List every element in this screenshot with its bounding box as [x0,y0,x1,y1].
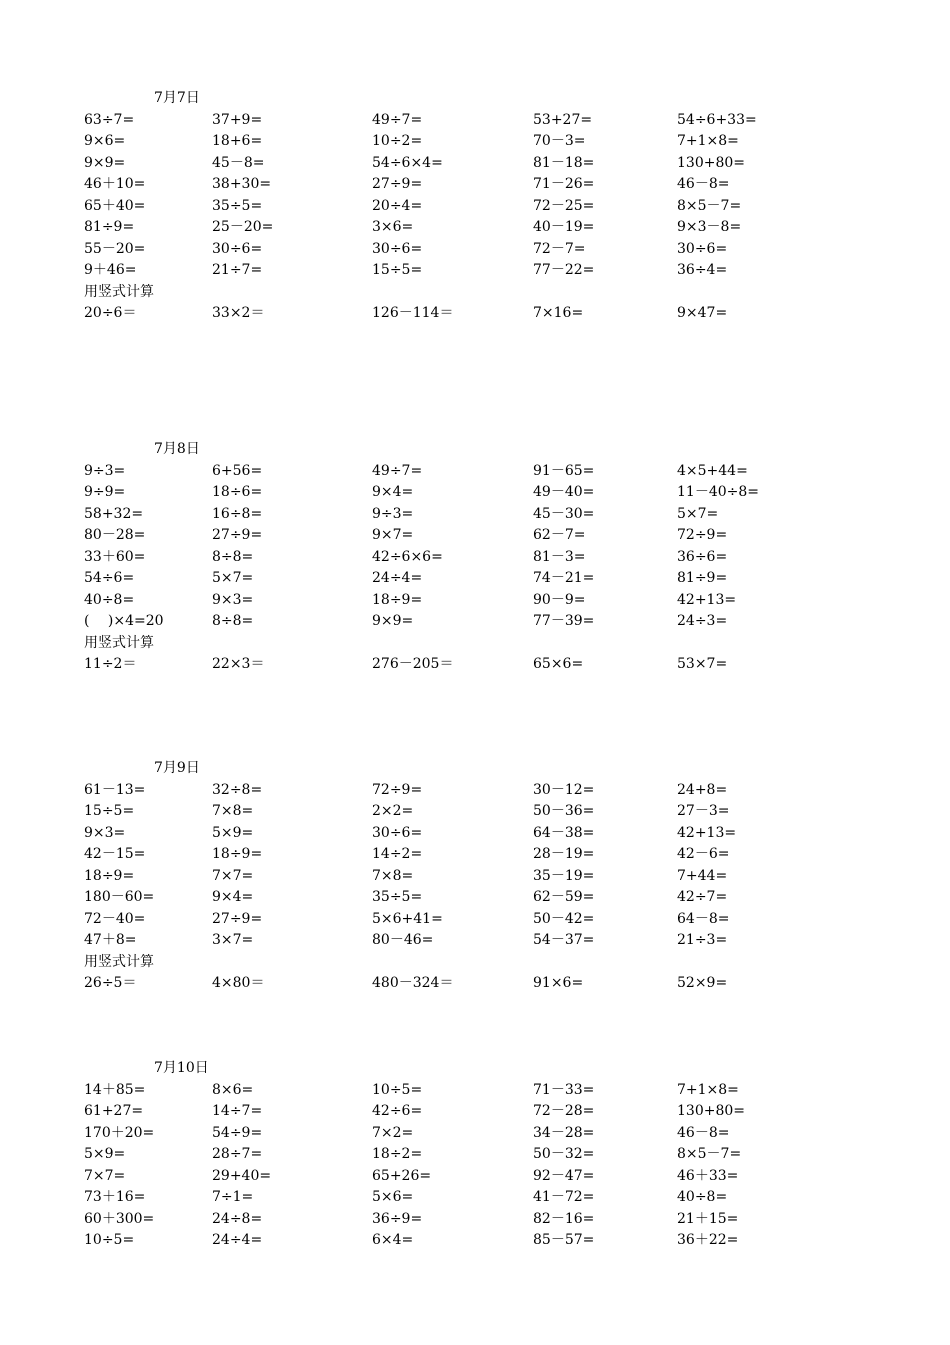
problem: 36÷4= [677,262,728,278]
problem: 9×4= [212,889,254,905]
problem: 4×5+44= [677,462,748,479]
problem: 7+1×8= [677,1081,739,1098]
problem: 18÷9= [84,867,135,884]
day-section-jul-7 [0,88,950,325]
problem: 5×6= [372,1189,414,1205]
problem-row [0,801,950,823]
vertical-problem: 65×6= [533,656,584,672]
problem: 72÷9= [677,527,728,543]
date-row [0,88,950,110]
problem: 170＋20= [84,1124,155,1141]
problem: 72－40= [84,910,146,927]
day-section-jul-10 [0,1058,950,1252]
problem: 85－57= [533,1232,595,1248]
problem: 14÷2= [372,846,423,862]
vertical-problem: 53×7= [677,656,728,672]
problem: 36÷9= [372,1210,423,1227]
problem-row [0,239,950,261]
problem: 82－16= [533,1210,595,1227]
vertical-calc-label-row [0,282,950,304]
problem-row [0,1080,950,1102]
problem: 80－28= [84,527,146,543]
problem: 3×6= [372,219,414,235]
problem: ( )×4=20 [84,613,164,629]
problem: 65+26= [372,1167,432,1184]
problem-row [0,504,950,526]
problem: 15÷5= [372,262,423,278]
problem: 14＋85= [84,1081,146,1098]
problem: 21÷7= [212,262,263,278]
problem: 5×9= [84,1146,126,1162]
problem: 9×9= [372,613,414,629]
problem: 42+13= [677,824,737,841]
problem: 34－28= [533,1124,595,1141]
problem-row [0,110,950,132]
problem: 62－59= [533,889,595,905]
problem: 81－3= [533,548,586,565]
vertical-calc-label-row [0,633,950,655]
problem: 61+27= [84,1103,144,1119]
problem: 42+13= [677,591,737,608]
date-row [0,758,950,780]
vertical-calc-label: 用竖式计算 [84,953,154,970]
problem: 7÷1= [212,1189,254,1205]
problem: 54÷6×4= [372,154,443,171]
vertical-problem: 33×2＝ [212,305,265,321]
problem: 7+1×8= [677,133,739,149]
problem: 9×3= [212,591,254,608]
problem: 8÷8= [212,548,254,565]
problem: 8÷8= [212,613,254,629]
problem: 81÷9= [84,219,135,235]
problem: 70－3= [533,133,586,149]
problem: 40÷8= [677,1189,728,1205]
problem: 46＋10= [84,176,146,192]
problem: 7×7= [212,867,254,884]
problem-row [0,823,950,845]
problem: 42÷7= [677,889,728,905]
vertical-problem: 9×47= [677,305,728,321]
problem: 27－3= [677,803,730,819]
problem: 10÷5= [372,1081,423,1098]
problem-row [0,547,950,569]
problem: 91－65= [533,462,595,479]
problem: 8×5－7= [677,1146,742,1162]
problem: 54－37= [533,932,595,948]
problem: 53+27= [533,111,593,128]
problem: 54÷6= [84,570,135,586]
day-section-jul-8 [0,439,950,676]
vertical-problem: 91×6= [533,975,584,991]
problem: 18÷9= [372,591,423,608]
problem: 9×3－8= [677,219,742,235]
problem: 42－6= [677,846,730,862]
problem: 60＋300= [84,1210,155,1227]
date-row [0,1058,950,1080]
problem: 7×8= [212,803,254,819]
problem: 28÷7= [212,1146,263,1162]
problem: 7+44= [677,867,728,884]
problem: 77－22= [533,262,595,278]
problem: 42÷6= [372,1103,423,1119]
problem-row [0,196,950,218]
problem: 35÷5= [372,889,423,905]
problem: 30÷6= [372,824,423,841]
problem: 65＋40= [84,197,146,214]
vertical-problem: 7×16= [533,305,584,321]
problem: 72－7= [533,240,586,257]
problem-row [0,1123,950,1145]
problem: 72－28= [533,1103,595,1119]
problem: 10÷5= [84,1232,135,1248]
problem: 74－21= [533,570,595,586]
problem: 58+32= [84,505,144,522]
problem: 180－60= [84,889,155,905]
vertical-problem: 52×9= [677,975,728,991]
problem-row [0,568,950,590]
problem: 92－47= [533,1167,595,1184]
problem: 9×6= [84,133,126,149]
problem: 5×7= [212,570,254,586]
problem: 61－13= [84,781,146,798]
problem-row [0,866,950,888]
problem: 64－8= [677,910,730,927]
problem-row [0,131,950,153]
problem: 11－40÷8= [677,484,759,500]
problem: 24÷4= [372,570,423,586]
problem: 16÷8= [212,505,263,522]
problem: 130+80= [677,154,745,171]
problem: 71－26= [533,176,595,192]
problem: 5×7= [677,505,719,522]
problem: 54÷9= [212,1124,263,1141]
date-heading: 7月7日 [154,90,200,106]
problem-row [0,611,950,633]
problem: 7×2= [372,1124,414,1141]
problem: 5×9= [212,824,254,841]
problem: 7×7= [84,1167,126,1184]
problem: 7×8= [372,867,414,884]
problem: 36＋22= [677,1232,739,1248]
problem: 50－36= [533,803,595,819]
vertical-problem: 20÷6＝ [84,305,137,321]
problem: 40÷8= [84,591,135,608]
vertical-problem: 4×80＝ [212,975,265,991]
problem: 35－19= [533,867,595,884]
problem: 37+9= [212,111,263,128]
problem: 9＋46= [84,262,137,278]
problem: 6+56= [212,462,263,479]
problem: 49÷7= [372,111,423,128]
problem-row [0,844,950,866]
problem: 50－42= [533,910,595,927]
date-row [0,439,950,461]
problem: 27÷9= [212,527,263,543]
problem: 18÷2= [372,1146,423,1162]
problem: 46－8= [677,1124,730,1141]
problem: 36÷6= [677,548,728,565]
problem-row [0,461,950,483]
vertical-calc-row [0,303,950,325]
problem: 33＋60= [84,548,146,565]
problem: 55－20= [84,240,146,257]
vertical-calc-row [0,654,950,676]
vertical-problem: 276－205＝ [372,656,454,672]
vertical-problem: 11÷2＝ [84,656,137,672]
problem: 9÷9= [84,484,126,500]
problem: 21＋15= [677,1210,739,1227]
problem: 30－12= [533,781,595,798]
problem: 18÷6= [212,484,263,500]
problem: 18÷9= [212,846,263,862]
problem-row [0,1166,950,1188]
problem: 27÷9= [372,176,423,192]
problem: 24÷8= [212,1210,263,1227]
problem: 64－38= [533,824,595,841]
problem: 2×2= [372,803,414,819]
date-heading: 7月10日 [154,1060,209,1076]
day-section-jul-9 [0,758,950,995]
problem: 72÷9= [372,781,423,798]
problem: 9÷3= [84,462,126,479]
problem: 14÷7= [212,1103,263,1119]
problem-row [0,930,950,952]
problem: 77－39= [533,613,595,629]
problem: 47＋8= [84,932,137,948]
problem: 63÷7= [84,111,135,128]
problem: 35÷5= [212,197,263,214]
problem: 9×4= [372,484,414,500]
problem: 45－8= [212,154,265,171]
problem: 73＋16= [84,1189,146,1205]
problem: 41－72= [533,1189,595,1205]
problem: 32÷8= [212,781,263,798]
problem-row [0,590,950,612]
problem: 9×9= [84,154,126,171]
problem: 46－8= [677,176,730,192]
problem: 130+80= [677,1103,745,1119]
problem: 42÷6×6= [372,548,443,565]
problem: 28－19= [533,846,595,862]
problem: 46＋33= [677,1167,739,1184]
problem: 24+8= [677,781,728,798]
problem-row [0,174,950,196]
problem-row [0,1187,950,1209]
vertical-problem: 126－114＝ [372,305,454,321]
vertical-calc-label-row [0,952,950,974]
vertical-problem: 26÷5＝ [84,975,137,991]
problem: 72－25= [533,197,595,214]
problem: 25－20= [212,219,274,235]
problem: 62－7= [533,527,586,543]
problem: 30÷6= [677,240,728,257]
problem: 81－18= [533,154,595,171]
problem: 90－9= [533,591,586,608]
problem: 30÷6= [212,240,263,257]
problem: 9÷3= [372,505,414,522]
problem: 15÷5= [84,803,135,819]
problem: 27÷9= [212,910,263,927]
problem-row [0,1230,950,1252]
problem: 6×4= [372,1232,414,1248]
problem: 9×3= [84,824,126,841]
problem: 71－33= [533,1081,595,1098]
problem: 3×7= [212,932,254,948]
date-heading: 7月9日 [154,760,200,776]
vertical-calc-label: 用竖式计算 [84,634,154,651]
problem-row [0,525,950,547]
problem: 21÷3= [677,932,728,948]
problem-row [0,1209,950,1231]
problem: 29+40= [212,1167,272,1184]
problem: 40－19= [533,219,595,235]
problem: 38+30= [212,176,272,192]
problem: 18+6= [212,133,263,149]
problem: 10÷2= [372,133,423,149]
problem: 81÷9= [677,570,728,586]
problem: 54÷6+33= [677,111,757,128]
vertical-problem: 22×3＝ [212,656,265,672]
problem: 9×7= [372,527,414,543]
problem-row [0,217,950,239]
problem: 45－30= [533,505,595,522]
problem: 24÷4= [212,1232,263,1248]
problem: 8×5－7= [677,197,742,214]
vertical-calc-label: 用竖式计算 [84,283,154,300]
problem: 50－32= [533,1146,595,1162]
date-heading: 7月8日 [154,441,200,457]
problem: 24÷3= [677,613,728,629]
problem-row [0,1101,950,1123]
vertical-calc-row [0,973,950,995]
problem-row [0,780,950,802]
problem: 42－15= [84,846,146,862]
problem: 20÷4= [372,197,423,214]
vertical-problem: 480－324＝ [372,975,454,991]
problem-row [0,1144,950,1166]
problem: 80－46= [372,932,434,948]
problem-row [0,909,950,931]
problem-row [0,153,950,175]
problem: 49÷7= [372,462,423,479]
problem: 30÷6= [372,240,423,257]
problem-row [0,887,950,909]
problem: 5×6+41= [372,910,443,927]
problem-row [0,482,950,504]
problem: 8×6= [212,1081,254,1098]
problem-row [0,260,950,282]
problem: 49－40= [533,484,595,500]
